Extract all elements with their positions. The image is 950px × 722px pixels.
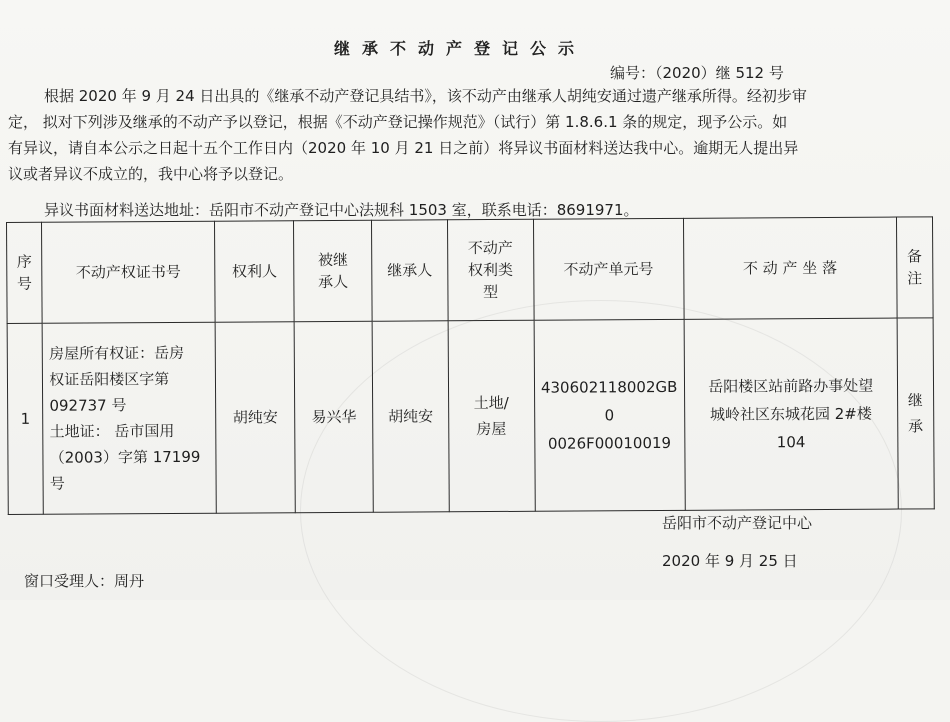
table-header-row <box>7 217 934 324</box>
cell-unit-number: 430602118002GB0 0026F00010019 <box>534 319 685 511</box>
header-location: 不 动 产 坐 落 <box>683 217 896 319</box>
cell-location: 岳阳楼区站前路办事处望 城岭社区东城花园 2#楼 104 <box>684 318 898 510</box>
header-heir: 继承人 <box>372 220 448 321</box>
header-decedent: 被继 承人 <box>294 220 372 321</box>
page-title: 继承不动产登记公示 <box>333 39 586 58</box>
header-note: 备 注 <box>896 217 933 318</box>
cell-right-holder: 胡纯安 <box>215 322 296 513</box>
header-certificate: 不动产权证书号 <box>42 221 215 323</box>
cell-certificate: 房屋所有权证：岳房 权证岳阳楼区字第 092737 号 土地证： 岳市国用 （2003）字第 17199 号 <box>42 322 216 514</box>
issuing-office: 岳阳市不动产登记中心 <box>662 514 813 532</box>
header-no: 序 号 <box>7 222 43 323</box>
cell-no: 1 <box>7 323 43 514</box>
paragraph-line: 议或者异议不成立的，我中心将予以登记。 <box>8 165 294 183</box>
table-row <box>7 318 934 515</box>
document-number: 编号：（2020）继 512 号 <box>610 64 784 82</box>
paragraph-line: 有异议，请自本公示之日起十五个工作日内（2020 年 10 月 21 日之前）将异议书面材料送达我中心。逾期无人提出异 <box>8 139 799 157</box>
header-right-holder: 权利人 <box>214 221 294 322</box>
cell-right-type: 土地/ 房屋 <box>448 320 535 512</box>
issue-date: 2020 年 9 月 25 日 <box>662 552 798 570</box>
paragraph-line: 根据 2020 年 9 月 24 日出具的《继承不动产登记具结书》，该不动产由继承人胡纯安通过遗产继承所得。经初步审 <box>44 87 807 105</box>
header-unit-number: 不动产单元号 <box>533 218 684 320</box>
cell-heir: 胡纯安 <box>372 321 449 512</box>
window-receiver: 窗口受理人：周丹 <box>24 572 145 590</box>
objection-address: 异议书面材料送达地址：岳阳市不动产登记中心法规科 1503 室，联系电话：8691971。 <box>44 201 639 219</box>
cell-note: 继 承 <box>897 318 935 509</box>
header-right-type: 不动产 权利类 型 <box>447 219 533 321</box>
registration-table <box>6 216 935 515</box>
cell-decedent: 易兴华 <box>295 321 374 512</box>
paragraph-line: 定， 拟对下列涉及继承的不动产予以登记，根据《不动产登记操作规范》（试行）第 1.8.6.1 条的规定，现予公示。如 <box>8 113 788 131</box>
